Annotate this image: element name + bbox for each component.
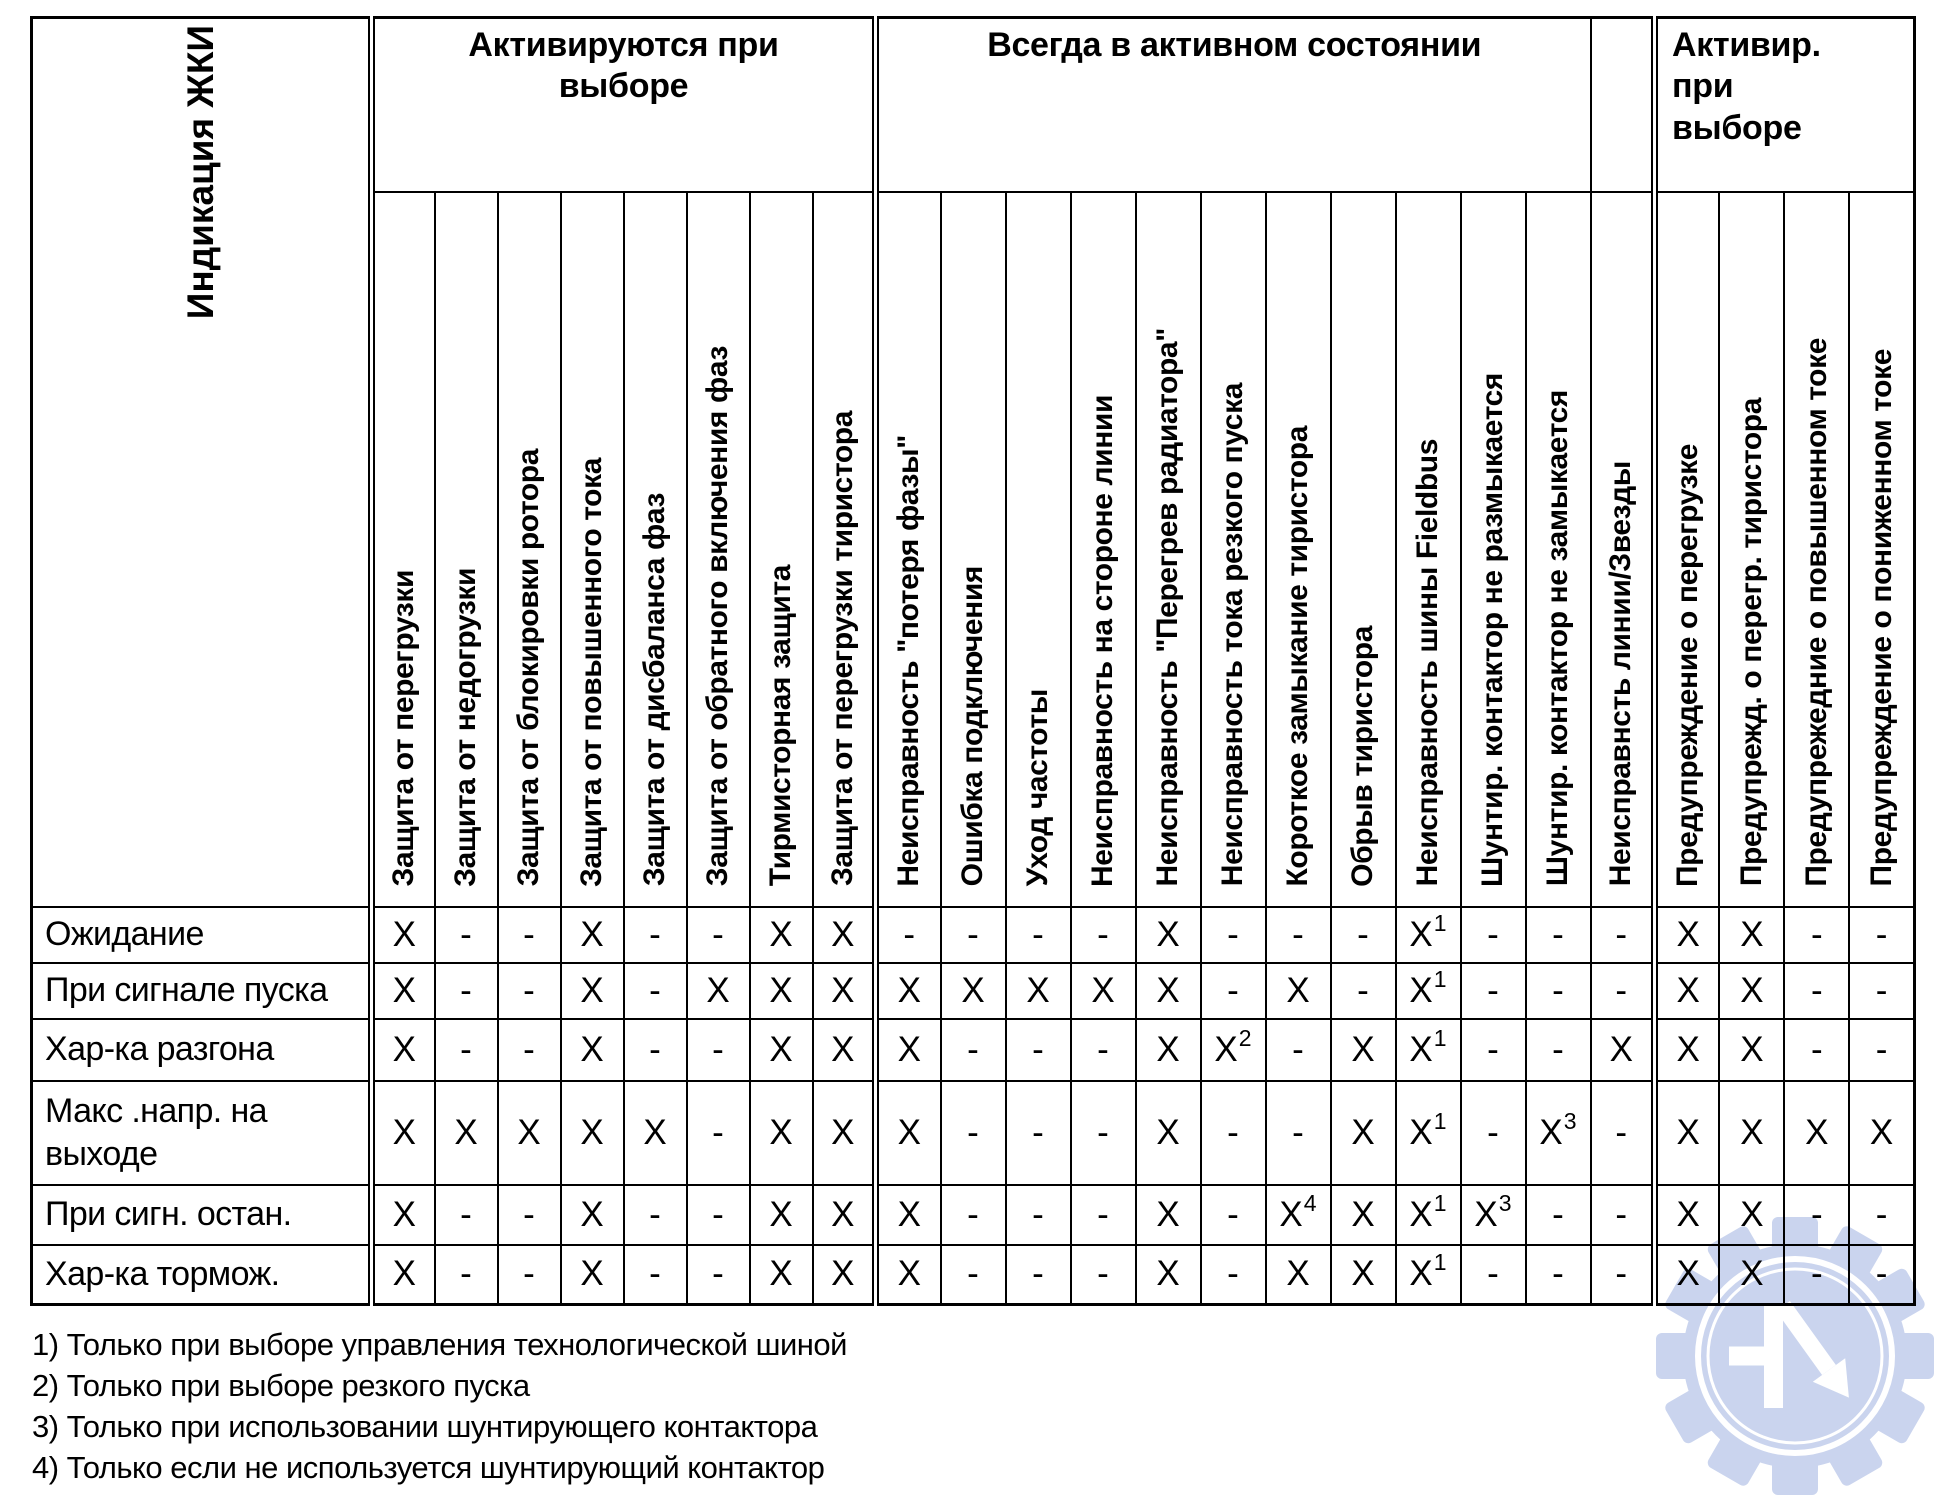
matrix-cell: X (813, 907, 876, 963)
column-header (750, 192, 813, 907)
matrix-cell: X (876, 1019, 941, 1081)
matrix-cell: - (498, 1185, 561, 1245)
matrix-cell: X (813, 1019, 876, 1081)
footnotes-list (32, 1324, 847, 1488)
matrix-cell: - (1006, 1081, 1071, 1185)
footnote: 1) Только при выборе управления технологической шиной (32, 1327, 847, 1362)
column-header (372, 192, 435, 907)
matrix-cell: X (1719, 1245, 1784, 1305)
column-header-text: Шунтир. контактор не размыкается (1476, 372, 1509, 887)
matrix-cell: X (561, 963, 624, 1019)
indication-matrix-table (30, 16, 1916, 1306)
matrix-cell: X (876, 1081, 941, 1185)
column-header-text: Защита от блокировки ротора (512, 449, 545, 887)
matrix-cell: - (941, 907, 1006, 963)
matrix-cell: X (876, 1245, 941, 1305)
row-label: При сигн. остан. (32, 1185, 372, 1245)
footnote-marker: 1 (1433, 965, 1447, 992)
matrix-cell: - (1331, 907, 1396, 963)
matrix-cell: X (372, 1019, 435, 1081)
matrix-cell: X (561, 1019, 624, 1081)
column-header-text: Неисправнсть линии/Звезды (1604, 461, 1638, 887)
matrix-cell: - (1266, 1019, 1331, 1081)
matrix-cell: - (1784, 963, 1849, 1019)
group-header: Активируются при выборе (372, 18, 876, 192)
column-header-text: Защита от дисбаланса фаз (638, 493, 671, 887)
matrix-cell: - (1849, 907, 1914, 963)
matrix-cell: X (750, 907, 813, 963)
column-header (1136, 192, 1201, 907)
column-header-text: Неисправность шины Fieldbus (1411, 439, 1444, 887)
matrix-cell: - (1591, 907, 1655, 963)
column-header (498, 192, 561, 907)
matrix-cell: X (1136, 1081, 1201, 1185)
matrix-cell: - (624, 963, 687, 1019)
column-header (1784, 192, 1849, 907)
matrix-cell: X (813, 1185, 876, 1245)
matrix-cell: - (1201, 1185, 1266, 1245)
matrix-cell: X (1331, 1245, 1396, 1305)
matrix-cell: - (1006, 1019, 1071, 1081)
table-title-text: Индикация ЖКИ (180, 25, 221, 320)
column-header-text: Неисправность "потеря фазы" (892, 434, 926, 887)
column-header (687, 192, 750, 907)
matrix-cell: X (1719, 1019, 1784, 1081)
matrix-cell: X (813, 963, 876, 1019)
matrix-cell: - (1526, 1185, 1591, 1245)
matrix-cell: X (1331, 1185, 1396, 1245)
matrix-cell: - (498, 1019, 561, 1081)
column-header-text: Предупреждение о пониженном токе (1864, 349, 1898, 887)
matrix-cell: - (498, 963, 561, 1019)
column-header-text: Уход частоты (1021, 689, 1054, 887)
matrix-cell: - (1784, 1185, 1849, 1245)
column-header (1266, 192, 1331, 907)
column-header-text: Шунтир. контактор не замыкается (1541, 390, 1574, 887)
matrix-cell: - (1461, 1081, 1526, 1185)
column-header (1006, 192, 1071, 907)
row-label: Макс .напр. на выходе (32, 1081, 372, 1185)
matrix-cell: - (1006, 1185, 1071, 1245)
matrix-cell: - (941, 1019, 1006, 1081)
matrix-cell: - (687, 1245, 750, 1305)
column-header-text: Защита от повышенного тока (575, 457, 608, 887)
column-header (1461, 192, 1526, 907)
column-header (1201, 192, 1266, 907)
column-header (1396, 192, 1461, 907)
footnote-marker: 1 (1433, 1189, 1447, 1216)
matrix-cell: X (1136, 1185, 1201, 1245)
matrix-cell: X (750, 1185, 813, 1245)
footnote-marker: 1 (1433, 1107, 1447, 1134)
matrix-cell: - (941, 1245, 1006, 1305)
matrix-cell: - (1461, 1245, 1526, 1305)
matrix-cell: X (1719, 963, 1784, 1019)
matrix-cell: X (372, 963, 435, 1019)
matrix-cell: X (813, 1245, 876, 1305)
matrix-cell: - (1071, 1081, 1136, 1185)
matrix-cell: X (1136, 1019, 1201, 1081)
matrix-cell: - (1461, 1019, 1526, 1081)
column-header-text: Предупрежедние о повышенном токе (1799, 337, 1833, 887)
matrix-cell: X (561, 1245, 624, 1305)
matrix-cell: - (941, 1081, 1006, 1185)
matrix-cell: X (1655, 1019, 1720, 1081)
matrix-cell: - (1461, 907, 1526, 963)
matrix-cell: - (1266, 907, 1331, 963)
column-header (876, 192, 941, 907)
matrix-cell: - (1849, 1185, 1914, 1245)
matrix-cell: - (876, 907, 941, 963)
column-header-text: Защита от перегрузки тиристора (825, 411, 859, 887)
column-header-text: Защита от перегрузки (387, 570, 421, 887)
column-header (561, 192, 624, 907)
matrix-cell: - (498, 907, 561, 963)
matrix-cell: X (372, 1081, 435, 1185)
matrix-cell: - (687, 1081, 750, 1185)
matrix-cell: - (1201, 963, 1266, 1019)
matrix-cell: $X^1$ (1396, 1245, 1461, 1305)
matrix-cell: - (1784, 1245, 1849, 1305)
matrix-cell: - (1591, 1245, 1655, 1305)
matrix-cell: - (1201, 1245, 1266, 1305)
matrix-cell: X (1331, 1019, 1396, 1081)
matrix-cell: - (1331, 963, 1396, 1019)
row-label: Ожидание (32, 907, 372, 963)
matrix-cell: - (687, 1019, 750, 1081)
matrix-cell: X (561, 907, 624, 963)
matrix-cell: - (1526, 1019, 1591, 1081)
matrix-cell: - (624, 907, 687, 963)
table-row (32, 1019, 1915, 1081)
matrix-cell: - (1006, 907, 1071, 963)
matrix-cell: $X^3$ (1526, 1081, 1591, 1185)
group-header: Активир. при выборе (1655, 18, 1915, 192)
row-label: Хар-ка разгона (32, 1019, 372, 1081)
column-header (435, 192, 498, 907)
matrix-cell: - (1071, 1019, 1136, 1081)
matrix-cell: - (1849, 963, 1914, 1019)
matrix-cell: X (750, 1019, 813, 1081)
matrix-cell: - (1591, 1185, 1655, 1245)
matrix-cell: - (1849, 1019, 1914, 1081)
matrix-cell: X (1266, 963, 1331, 1019)
matrix-cell: - (1526, 963, 1591, 1019)
matrix-cell: $X^4$ (1266, 1185, 1331, 1245)
column-header-text: Неисправность тока резкого пуска (1216, 383, 1249, 887)
column-header (813, 192, 876, 907)
table-row (32, 1185, 1915, 1245)
matrix-cell: X (1136, 907, 1201, 963)
matrix-cell: X (1266, 1245, 1331, 1305)
footnote: 2) Только при выборе резкого пуска (32, 1368, 530, 1403)
matrix-cell: $X^2$ (1201, 1019, 1266, 1081)
footnote-marker: 3 (1563, 1107, 1577, 1134)
matrix-cell: X (750, 1245, 813, 1305)
footnote-marker: 3 (1498, 1189, 1512, 1216)
table-row (32, 907, 1915, 963)
matrix-cell: - (435, 1185, 498, 1245)
matrix-cell: X (1719, 1081, 1784, 1185)
matrix-cell: X (372, 1245, 435, 1305)
table-body (32, 907, 1915, 1305)
group-header-empty (1591, 18, 1655, 192)
matrix-cell: - (1526, 907, 1591, 963)
matrix-cell: - (1591, 963, 1655, 1019)
table-title (32, 18, 372, 907)
column-header (1655, 192, 1720, 907)
matrix-cell: X (1719, 907, 1784, 963)
column-header (1591, 192, 1655, 907)
matrix-cell: X (876, 1185, 941, 1245)
matrix-cell: $X^3$ (1461, 1185, 1526, 1245)
matrix-cell: - (1784, 1019, 1849, 1081)
column-header (1719, 192, 1784, 907)
matrix-cell: X (1784, 1081, 1849, 1185)
matrix-cell: X (1655, 963, 1720, 1019)
matrix-cell: - (687, 1185, 750, 1245)
matrix-cell: - (1526, 1245, 1591, 1305)
matrix-cell: X (372, 907, 435, 963)
matrix-cell: - (1849, 1245, 1914, 1305)
matrix-cell: X (1719, 1185, 1784, 1245)
matrix-cell: X (941, 963, 1006, 1019)
footnote-marker: 1 (1433, 1249, 1447, 1276)
column-header-text: Тирмисторная защита (764, 565, 797, 887)
column-header (941, 192, 1006, 907)
column-header-text: Обрыв тиристора (1346, 625, 1379, 887)
matrix-cell: - (624, 1185, 687, 1245)
matrix-cell: - (1071, 1185, 1136, 1245)
row-label: При сигнале пуска (32, 963, 372, 1019)
matrix-cell: X (750, 963, 813, 1019)
matrix-cell: - (1591, 1081, 1655, 1185)
matrix-cell: - (1071, 907, 1136, 963)
matrix-cell: $X^1$ (1396, 1019, 1461, 1081)
matrix-cell: X (1136, 963, 1201, 1019)
matrix-cell: - (624, 1019, 687, 1081)
matrix-cell: X (1655, 1081, 1720, 1185)
matrix-cell: X (372, 1185, 435, 1245)
matrix-cell: - (435, 1019, 498, 1081)
matrix-cell: $X^1$ (1396, 1185, 1461, 1245)
matrix-cell: - (624, 1245, 687, 1305)
column-header (1331, 192, 1396, 907)
footnote-marker: 1 (1433, 909, 1447, 936)
footnote-marker: 2 (1238, 1024, 1252, 1051)
matrix-cell: $X^1$ (1396, 1081, 1461, 1185)
column-header-text: Короткое замыкание тиристора (1281, 425, 1314, 887)
matrix-cell: - (1266, 1081, 1331, 1185)
column-header (1849, 192, 1914, 907)
matrix-cell: X (1849, 1081, 1914, 1185)
matrix-cell: X (813, 1081, 876, 1185)
matrix-cell: X (687, 963, 750, 1019)
matrix-cell: X (1591, 1019, 1655, 1081)
matrix-cell: X (1655, 907, 1720, 963)
matrix-cell: - (687, 907, 750, 963)
matrix-cell: - (1071, 1245, 1136, 1305)
matrix-cell: X (750, 1081, 813, 1185)
matrix-cell: - (1201, 1081, 1266, 1185)
column-header (1071, 192, 1136, 907)
table-row (32, 963, 1915, 1019)
matrix-cell: - (435, 907, 498, 963)
matrix-cell: - (1784, 907, 1849, 963)
column-header-text: Неисправность "Перегрев радиатора" (1151, 328, 1184, 887)
matrix-cell: X (561, 1185, 624, 1245)
matrix-cell: X (1655, 1245, 1720, 1305)
matrix-cell: X (1071, 963, 1136, 1019)
matrix-cell: X (1006, 963, 1071, 1019)
footnote: 3) Только при использовании шунтирующего контактора (32, 1409, 818, 1444)
matrix-cell: - (1201, 907, 1266, 963)
column-header-text: Защита от недогрузки (449, 567, 482, 887)
column-header-text: Предупрежд. о перегр. тиристора (1734, 398, 1768, 887)
matrix-cell: - (1006, 1245, 1071, 1305)
row-label: Хар-ка тормож. (32, 1245, 372, 1305)
matrix-cell: $X^1$ (1396, 963, 1461, 1019)
matrix-cell: X (498, 1081, 561, 1185)
matrix-cell: - (435, 1245, 498, 1305)
matrix-cell: - (1461, 963, 1526, 1019)
matrix-cell: $X^1$ (1396, 907, 1461, 963)
matrix-cell: X (561, 1081, 624, 1185)
matrix-cell: X (876, 963, 941, 1019)
table-head (32, 18, 1915, 907)
matrix-cell: - (941, 1185, 1006, 1245)
matrix-cell: X (1136, 1245, 1201, 1305)
matrix-cell: - (435, 963, 498, 1019)
matrix-cell: X (624, 1081, 687, 1185)
column-header-text: Неисправность на стороне линии (1086, 394, 1119, 887)
footnote: 4) Только если не используется шунтирующий контактор (32, 1450, 825, 1485)
group-header: Всегда в активном состоянии (876, 18, 1591, 192)
table-row (32, 1081, 1915, 1185)
column-header-text: Ошибка подключения (956, 566, 989, 887)
footnote-marker: 1 (1433, 1024, 1447, 1051)
table-row (32, 1245, 1915, 1305)
matrix-cell: X (1331, 1081, 1396, 1185)
column-header (624, 192, 687, 907)
matrix-cell: X (435, 1081, 498, 1185)
footnote-marker: 4 (1303, 1189, 1317, 1216)
matrix-cell: X (1655, 1185, 1720, 1245)
column-header (1526, 192, 1591, 907)
column-header-text: Защита от обратного включения фаз (701, 346, 734, 887)
column-header-text: Предупреждение о перегрузке (1671, 443, 1705, 887)
matrix-cell: - (498, 1245, 561, 1305)
